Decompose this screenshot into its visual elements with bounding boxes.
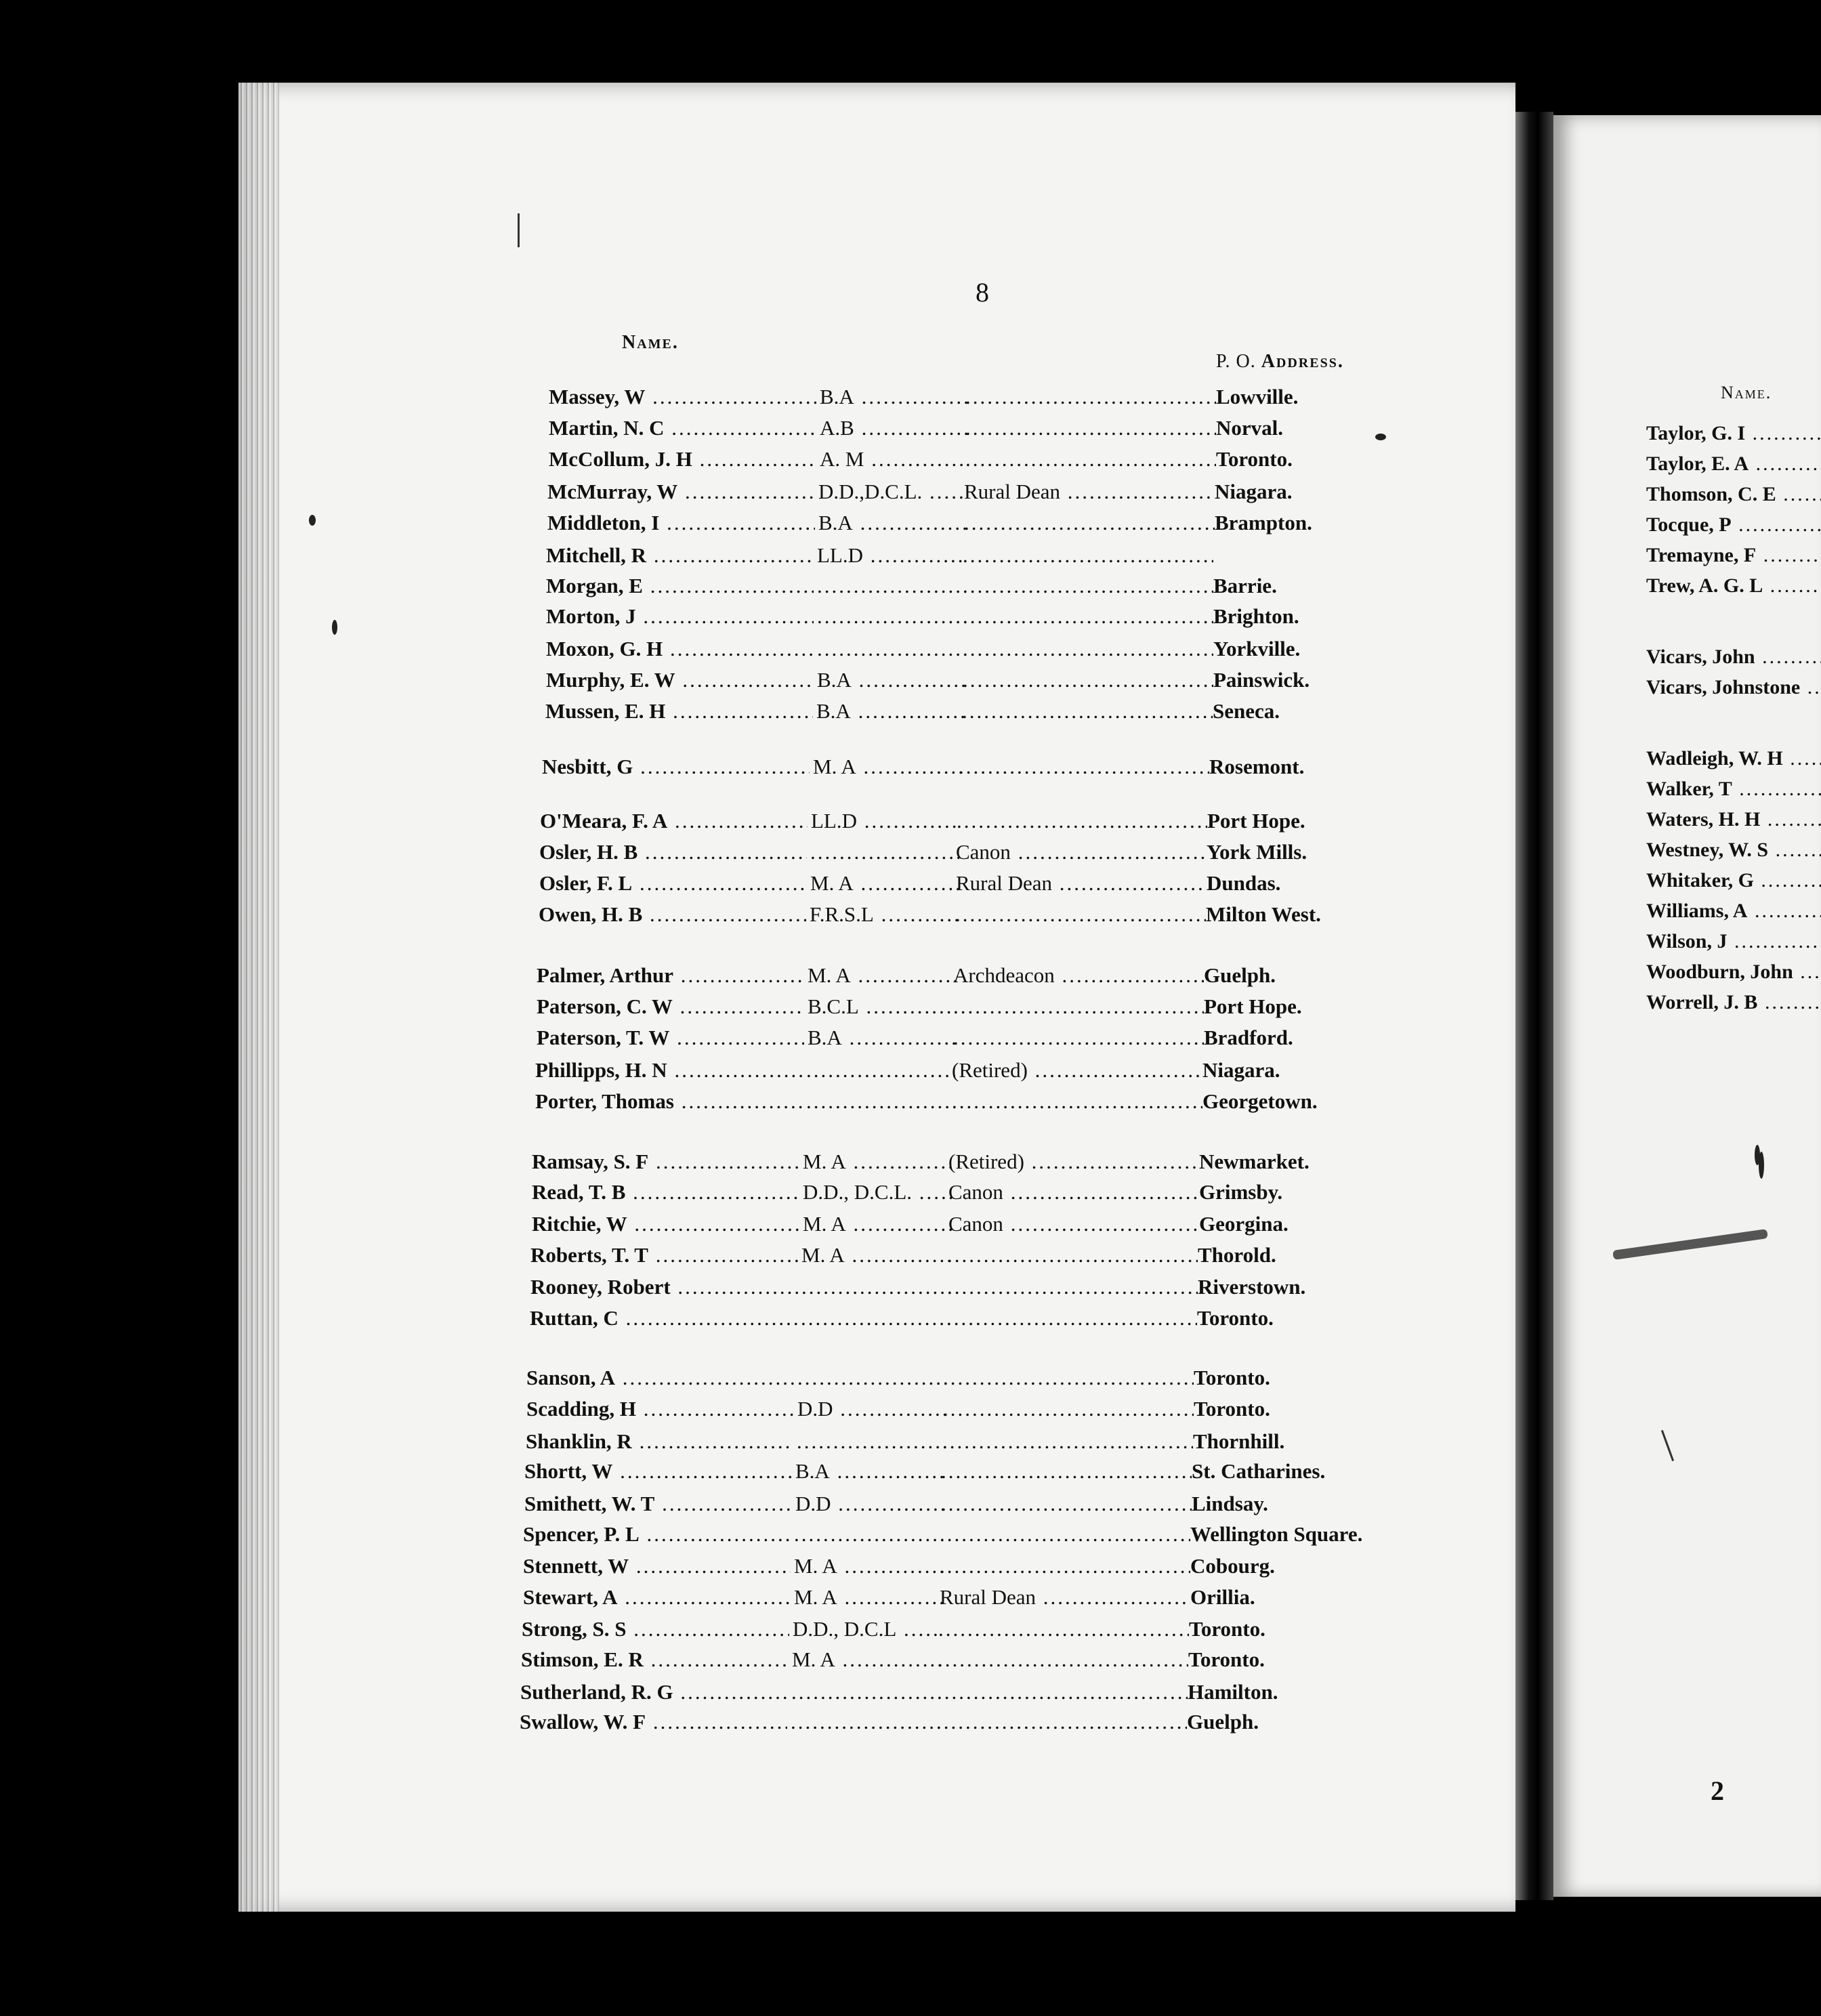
entry-address: Niagara. <box>1215 480 1293 503</box>
entry-degree: A.B ..... <box>820 415 969 442</box>
entry-office: Canon ..... <box>948 1211 1199 1238</box>
entry-office <box>943 1364 1194 1391</box>
directory-entry <box>523 1553 1370 1580</box>
entry-name: Stewart, A ..... <box>523 1584 791 1611</box>
directory-entry <box>547 478 1394 505</box>
directory-entry <box>526 1364 1373 1391</box>
entry-degree: B.A ..... <box>820 383 969 411</box>
directory-entry <box>546 635 1393 663</box>
entry-degree: B.A ..... <box>817 667 966 694</box>
directory-entry <box>524 1490 1371 1517</box>
scan-mark <box>518 213 520 247</box>
entry-name: Strong, S. S ..... <box>522 1616 789 1643</box>
entry-degree: B.A ..... <box>808 1024 957 1051</box>
entry-degree: D.D., D.C.L. ..... <box>803 1179 952 1206</box>
book-gutter <box>1515 112 1553 1900</box>
directory-entry <box>546 603 1393 630</box>
directory-entry <box>549 415 1396 442</box>
entry-office <box>963 603 1213 630</box>
entry-name: Phillipps, H. N ..... <box>535 1057 803 1084</box>
entry-name: Moxon, G. H ..... <box>546 635 814 663</box>
directory-entry <box>521 1646 1368 1673</box>
entry-name: Roberts, T. T ..... <box>530 1242 798 1269</box>
entry-name: Rooney, Robert ..... <box>530 1274 798 1301</box>
entry-degree <box>801 1274 950 1301</box>
entry-address: Port Hope. <box>1207 809 1305 833</box>
entry-address: Toronto. <box>1189 1617 1265 1641</box>
entry-address: Orillia. <box>1190 1585 1255 1609</box>
entry-office: Canon ..... <box>948 1179 1199 1206</box>
directory-entry <box>530 1274 1377 1301</box>
entry-address: Dundas. <box>1207 871 1281 895</box>
entry-name: Owen, H. B ..... <box>539 901 806 928</box>
entry-office <box>957 807 1207 835</box>
entry-name: McCollum, J. H ..... <box>549 446 816 473</box>
entry-name: Ruttan, C ..... <box>530 1305 797 1332</box>
column-header-name: Name. <box>622 332 679 353</box>
right-page-number: 2 <box>1711 1776 1724 1806</box>
entry-office: (Retired) ..... <box>948 1148 1199 1175</box>
directory-entry <box>530 1242 1377 1269</box>
entry-office <box>940 1553 1190 1580</box>
entry-address: Norval. <box>1216 416 1284 440</box>
entry-address: Thorold. <box>1198 1243 1276 1267</box>
entry-name: Osler, F. L ..... <box>539 870 807 897</box>
right-directory-entry: Woodburn, John ..... <box>1646 959 1821 986</box>
directory-entry <box>539 870 1386 897</box>
entry-name: Palmer, Arthur ..... <box>537 962 804 989</box>
entry-office <box>947 1242 1198 1269</box>
directory-entry <box>549 446 1396 473</box>
entry-address: Toronto. <box>1188 1647 1265 1671</box>
entry-office <box>953 993 1204 1020</box>
scan-speck <box>1375 434 1386 440</box>
entry-degree: B.A ..... <box>818 509 967 537</box>
entry-name: Read, T. B ..... <box>532 1179 799 1206</box>
column-header-address <box>1216 351 1344 373</box>
entry-name: Shortt, W ..... <box>524 1458 792 1485</box>
entry-name: Stimson, E. R ..... <box>521 1646 789 1673</box>
entry-address: Cobourg. <box>1190 1554 1275 1578</box>
directory-entry <box>520 1679 1367 1706</box>
entry-name: Mussen, E. H ..... <box>545 698 813 725</box>
entry-address: Newmarket. <box>1199 1150 1310 1173</box>
entry-name: Ramsay, S. F ..... <box>532 1148 799 1175</box>
entry-address: Georgina. <box>1199 1212 1289 1236</box>
entry-address: Seneca. <box>1213 699 1280 723</box>
entry-office <box>952 1088 1202 1115</box>
directory-entry <box>546 542 1393 569</box>
entry-office: Rural Dean ..... <box>964 478 1215 505</box>
entry-name: Shanklin, R ..... <box>526 1428 793 1455</box>
right-directory-entry: Waters, H. H ..... <box>1646 806 1821 833</box>
entry-address: Yorkville. <box>1213 637 1301 660</box>
entry-name: O'Meara, F. A ..... <box>540 807 808 835</box>
entry-degree: M. A ..... <box>803 1148 952 1175</box>
directory-entry <box>532 1148 1379 1175</box>
entry-address: Niagara. <box>1202 1058 1280 1082</box>
right-directory-entry: Whitaker, G ..... <box>1646 867 1821 894</box>
entry-degree: D.D ..... <box>795 1490 944 1517</box>
entry-degree <box>791 1679 940 1706</box>
page-edge-shading <box>238 83 279 1912</box>
page-number: 8 <box>976 277 989 308</box>
entry-name: Sanson, A ..... <box>526 1364 794 1391</box>
directory-entry <box>530 1305 1377 1332</box>
entry-name: Ritchie, W ..... <box>532 1211 799 1238</box>
entry-office <box>938 1646 1188 1673</box>
entry-address: Hamilton. <box>1188 1680 1278 1704</box>
entry-office <box>936 1708 1187 1736</box>
entry-degree: M. A ..... <box>813 753 962 780</box>
entry-degree <box>806 1057 955 1084</box>
entry-name: Mitchell, R ..... <box>546 542 814 569</box>
entry-name: Nesbitt, G ..... <box>542 753 810 780</box>
entry-degree <box>817 603 966 630</box>
directory-entry <box>547 509 1394 537</box>
po-address-label: Address. <box>1261 351 1344 372</box>
entry-name: Smithett, W. T ..... <box>524 1490 792 1517</box>
entry-degree: A. M ..... <box>820 446 969 473</box>
entry-name: Morgan, E ..... <box>546 572 814 600</box>
entry-name: Massey, W ..... <box>549 383 816 411</box>
entry-office <box>963 667 1213 694</box>
entry-office <box>937 1679 1188 1706</box>
entry-degree: M. A ..... <box>803 1211 952 1238</box>
entry-address: Toronto. <box>1194 1366 1270 1389</box>
right-directory-entry: Worrell, J. B ..... <box>1646 989 1821 1016</box>
entry-office: (Retired) ..... <box>952 1057 1202 1084</box>
right-directory-entry: Williams, A ..... <box>1646 898 1821 925</box>
entry-address: Toronto. <box>1197 1306 1274 1330</box>
right-directory-entry: Tremayne, F ..... <box>1646 542 1821 569</box>
entry-office <box>943 1395 1194 1423</box>
entry-address: Toronto. <box>1216 447 1293 471</box>
entry-address: Guelph. <box>1204 963 1276 987</box>
directory-entry <box>526 1395 1373 1423</box>
entry-degree: D.D., D.C.L ..... <box>793 1616 942 1643</box>
right-directory-entry: Westney, W. S ..... <box>1646 837 1821 864</box>
entry-name: Porter, Thomas ..... <box>535 1088 803 1115</box>
po-prefix: P. O. <box>1216 351 1256 372</box>
entry-degree <box>817 635 966 663</box>
entry-degree: M. A ..... <box>801 1242 950 1269</box>
entry-address: Georgetown. <box>1202 1089 1318 1113</box>
directory-entry <box>546 667 1393 694</box>
entry-address: St. Catharines. <box>1192 1459 1326 1483</box>
entry-address: Barrie. <box>1213 574 1277 597</box>
right-directory-entry: Taylor, E. A ..... <box>1646 450 1821 478</box>
entry-degree: D.D ..... <box>797 1395 946 1423</box>
entry-office <box>941 1458 1192 1485</box>
entry-degree: B.A ..... <box>816 698 965 725</box>
entry-office <box>962 698 1213 725</box>
directory-entry <box>540 807 1387 835</box>
entry-address: York Mills. <box>1207 840 1307 864</box>
directory-entry <box>535 1057 1382 1084</box>
scan-speck <box>1759 1152 1764 1179</box>
entry-office <box>965 383 1216 411</box>
entry-office <box>963 542 1213 569</box>
entry-name: Martin, N. C ..... <box>549 415 816 442</box>
entry-name: Stennett, W ..... <box>523 1553 791 1580</box>
right-column-header-name: Name. <box>1721 383 1772 402</box>
entry-name: Morton, J ..... <box>546 603 814 630</box>
entry-name: Swallow, W. F ..... <box>520 1708 787 1736</box>
entry-address: Brighton. <box>1213 604 1299 628</box>
entry-address: Grimsby. <box>1199 1180 1283 1204</box>
entry-degree: LL.D ..... <box>817 542 966 569</box>
directory-entry <box>524 1458 1371 1485</box>
entry-degree: LL.D ..... <box>811 807 960 835</box>
entry-degree <box>797 1364 946 1391</box>
entry-address: Riverstown. <box>1198 1275 1306 1299</box>
directory-entry <box>523 1521 1370 1548</box>
right-directory-entry: Thomson, C. E ..... <box>1646 481 1821 508</box>
entry-degree: M. A ..... <box>810 870 959 897</box>
entry-name: Middleton, I ..... <box>547 509 815 537</box>
entry-address: Thornhill. <box>1193 1429 1285 1453</box>
entry-name: Paterson, C. W ..... <box>537 993 804 1020</box>
entry-name: Spencer, P. L ..... <box>523 1521 791 1548</box>
right-directory-entry: Vicars, Johnstone ..... <box>1646 674 1821 701</box>
entry-office <box>942 1428 1193 1455</box>
scan-speck <box>309 515 316 526</box>
entry-office <box>938 1616 1189 1643</box>
entry-office: Canon ..... <box>956 839 1207 866</box>
directory-entry <box>549 383 1396 411</box>
entry-name: Osler, H. B ..... <box>539 839 807 866</box>
entry-address: Rosemont. <box>1209 755 1305 778</box>
directory-entry <box>542 753 1389 780</box>
directory-entry <box>546 572 1393 600</box>
entry-degree: M. A ..... <box>808 962 957 989</box>
right-directory-entry: Wadleigh, W. H ..... <box>1646 745 1821 772</box>
entry-office <box>959 753 1209 780</box>
directory-entry <box>539 839 1386 866</box>
directory-entry <box>537 1024 1383 1051</box>
directory-entry <box>545 698 1392 725</box>
right-directory-entry: Taylor, G. I ..... <box>1646 420 1821 447</box>
directory-entry <box>526 1428 1373 1455</box>
entry-office <box>964 509 1215 537</box>
entry-degree <box>794 1521 943 1548</box>
entry-degree <box>801 1305 950 1332</box>
entry-office <box>963 635 1213 663</box>
directory-entry <box>539 901 1385 928</box>
entry-degree <box>810 839 959 866</box>
entry-address: Brampton. <box>1215 511 1312 534</box>
entry-office <box>955 901 1206 928</box>
directory-entry <box>532 1211 1379 1238</box>
directory-entry <box>523 1584 1370 1611</box>
entry-office: Archdeacon ..... <box>953 962 1204 989</box>
entry-degree: D.D.,D.C.L. ..... <box>818 478 967 505</box>
entry-degree <box>817 572 966 600</box>
entry-address: Guelph. <box>1187 1710 1259 1734</box>
entry-name: Sutherland, R. G ..... <box>520 1679 788 1706</box>
entry-address: Port Hope. <box>1204 994 1302 1018</box>
entry-degree: B.A ..... <box>795 1458 944 1485</box>
entry-office <box>965 446 1216 473</box>
scan-speck <box>332 620 337 635</box>
entry-degree: M. A ..... <box>794 1584 943 1611</box>
entry-office: Rural Dean ..... <box>940 1584 1190 1611</box>
entry-address: Milton West. <box>1206 902 1321 926</box>
entry-address: Toronto. <box>1194 1397 1270 1421</box>
directory-entry <box>520 1708 1366 1736</box>
entry-address: Painswick. <box>1213 668 1310 692</box>
entry-office <box>963 572 1213 600</box>
directory-entry <box>537 993 1383 1020</box>
entry-office <box>953 1024 1204 1051</box>
entry-office <box>947 1274 1198 1301</box>
directory-entry <box>532 1179 1379 1206</box>
entry-name: McMurray, W ..... <box>547 478 815 505</box>
right-directory-entry: Vicars, John ..... <box>1646 644 1821 671</box>
entry-address: Wellington Square. <box>1190 1522 1363 1546</box>
entry-degree <box>791 1708 940 1736</box>
entry-office <box>946 1305 1197 1332</box>
right-directory-entry: Trew, A. G. L ..... <box>1646 572 1821 600</box>
entry-address: Bradford. <box>1204 1026 1293 1049</box>
right-directory-entry: Walker, T ..... <box>1646 776 1821 803</box>
entry-degree <box>797 1428 946 1455</box>
entry-degree: M. A ..... <box>792 1646 941 1673</box>
entry-degree: M. A ..... <box>794 1553 943 1580</box>
entry-address: Lindsay. <box>1192 1492 1268 1515</box>
entry-name: Paterson, T. W ..... <box>537 1024 804 1051</box>
directory-entry <box>537 962 1383 989</box>
entry-office <box>940 1521 1190 1548</box>
right-directory-entry: Tocque, P ..... <box>1646 511 1821 539</box>
right-directory-entry: Wilson, J ..... <box>1646 928 1821 955</box>
entry-degree <box>806 1088 955 1115</box>
entry-degree: B.C.L ..... <box>808 993 957 1020</box>
directory-entry <box>535 1088 1382 1115</box>
entry-name: Murphy, E. W ..... <box>546 667 814 694</box>
entry-office: Rural Dean ..... <box>956 870 1207 897</box>
entry-office <box>941 1490 1192 1517</box>
entry-degree: F.R.S.L ..... <box>810 901 959 928</box>
entry-name: Scadding, H ..... <box>526 1395 794 1423</box>
directory-entry <box>522 1616 1368 1643</box>
entry-office <box>965 415 1216 442</box>
entry-address: Lowville. <box>1216 385 1299 408</box>
